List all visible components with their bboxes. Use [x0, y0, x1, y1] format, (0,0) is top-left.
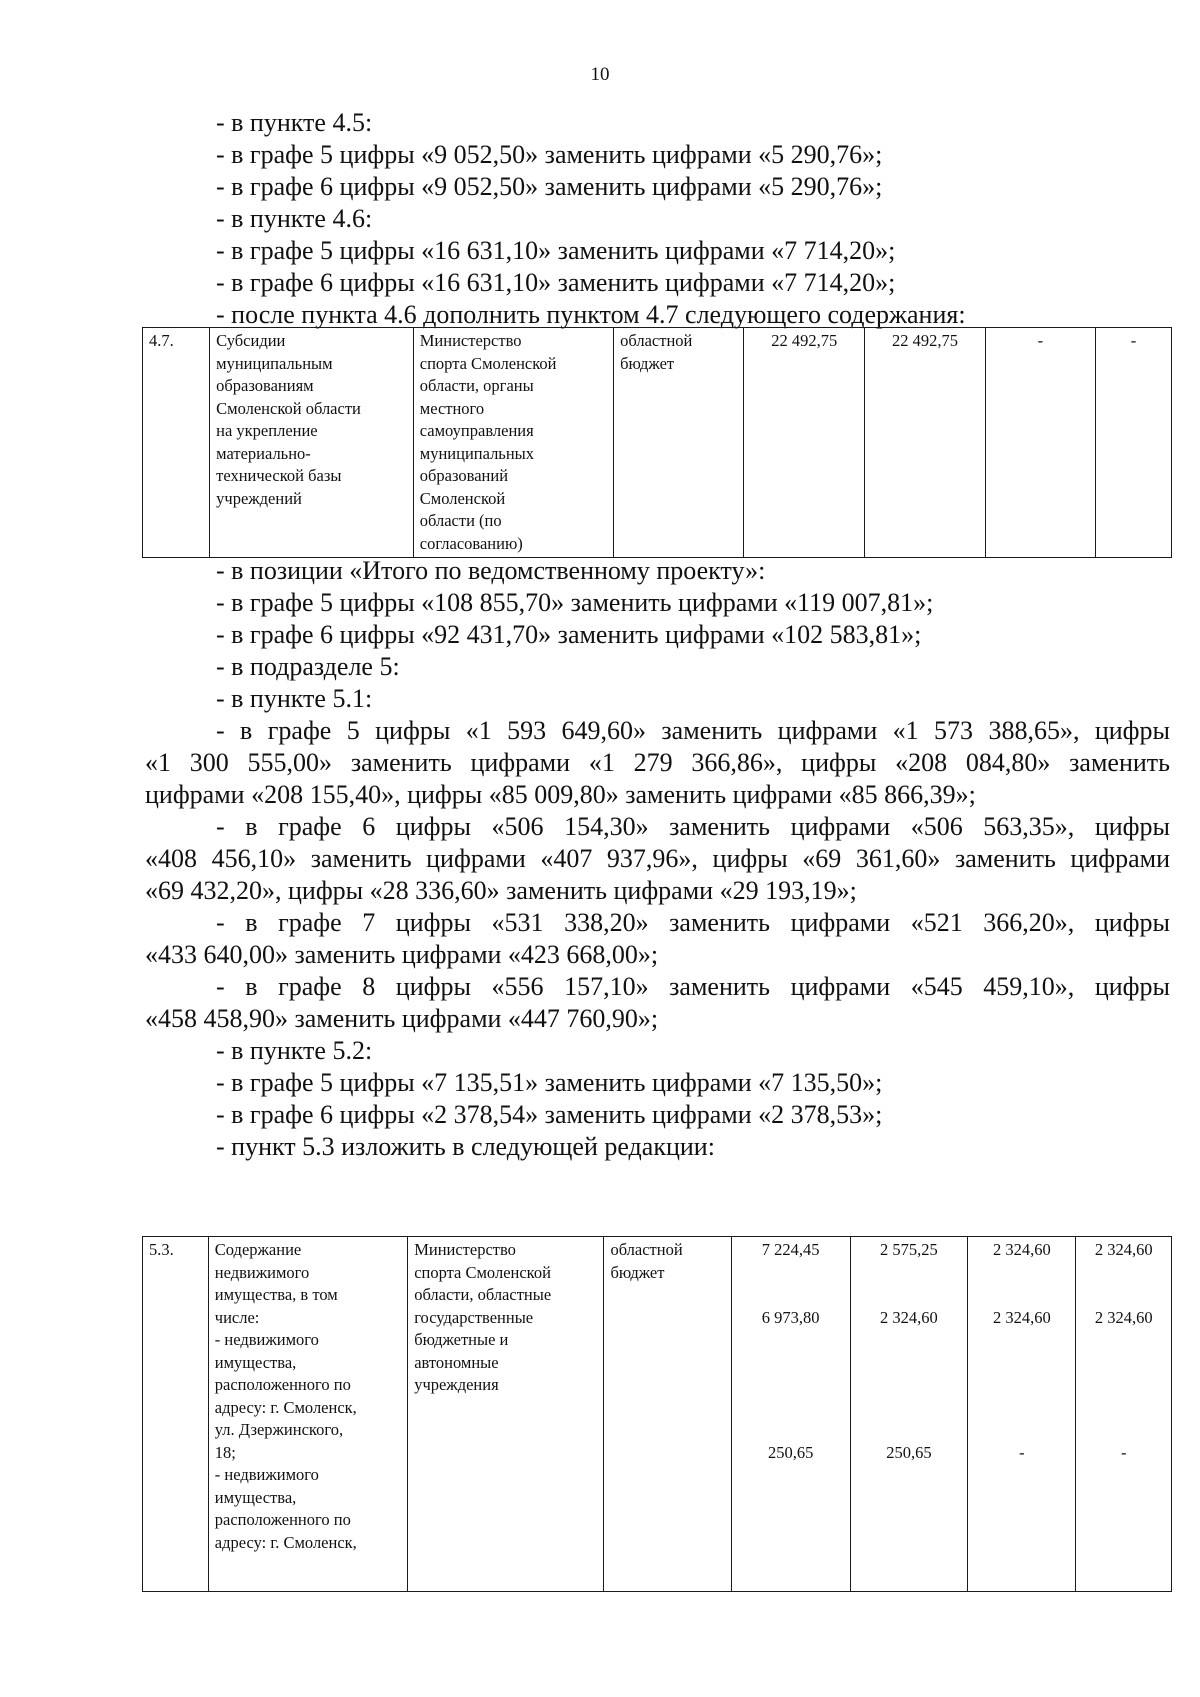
- amendments-block-1: [145, 107, 1170, 331]
- item-source: областной бюджет: [614, 328, 744, 558]
- item-number: 4.7.: [143, 328, 210, 558]
- text-line: - в графе 6 цифры «16 631,10» заменить цифрами «7 714,20»;: [216, 268, 896, 297]
- text-line: - в графе 6 цифры «92 431,70» заменить цифрами «102 583,81»;: [216, 620, 922, 649]
- text-line: - в графе 5 цифры «9 052,50» заменить цифрами «5 290,76»;: [216, 140, 883, 169]
- text-line: - в пункте 4.6:: [216, 204, 373, 233]
- item-name: Содержание недвижимого имущества, в том числе: - недвижимого имущества, расположенного по адресу: г. Смоленск, ул. Дзержинского, 18; - недвижимого имущества, расположенного по адресу: г. Смоленск,: [208, 1237, 407, 1592]
- item-year-3: 2 324,60 2 324,60 -: [1076, 1237, 1172, 1592]
- text-line: - в графе 5 цифры «1 593 649,60» заменить цифрами «1 573 388,65», цифры: [216, 716, 1170, 745]
- text-line: - в графе 6 цифры «2 378,54» заменить цифрами «2 378,53»;: [216, 1100, 883, 1129]
- item-source: областной бюджет: [604, 1237, 731, 1592]
- text-line: - в графе 5 цифры «16 631,10» заменить цифрами «7 714,20»;: [216, 236, 896, 265]
- text-line: - в графе 6 цифры «9 052,50» заменить цифрами «5 290,76»;: [216, 172, 883, 201]
- table-row: [143, 328, 1172, 558]
- item-year-2: 2 324,60 2 324,60 -: [968, 1237, 1076, 1592]
- text-line: - в графе 7 цифры «531 338,20» заменить цифрами «521 366,20», цифры: [216, 908, 1170, 937]
- text-line: - в пункте 4.5:: [216, 108, 373, 137]
- item-total: 7 224,45 6 973,80 250,65: [731, 1237, 850, 1592]
- text-line: - в пункте 5.1:: [216, 684, 373, 713]
- table-row: [143, 1237, 1172, 1592]
- text-line: - в пункте 5.2:: [216, 1036, 373, 1065]
- text-line: «433 640,00» заменить цифрами «423 668,00»;: [145, 940, 659, 969]
- page-number: 10: [590, 64, 610, 85]
- text-line: - в графе 8 цифры «556 157,10» заменить цифрами «545 459,10», цифры: [216, 972, 1170, 1001]
- item-year-1: 2 575,25 2 324,60 250,65: [850, 1237, 968, 1592]
- item-year-1: 22 492,75: [865, 328, 985, 558]
- amendments-block-2: [145, 555, 1170, 1163]
- text-line: - пункт 5.3 изложить в следующей редакции:: [216, 1132, 715, 1161]
- text-line: - в графе 5 цифры «108 855,70» заменить цифрами «119 007,81»;: [216, 588, 934, 617]
- item-number: 5.3.: [143, 1237, 209, 1592]
- text-line: - в графе 6 цифры «506 154,30» заменить цифрами «506 563,35», цифры: [216, 812, 1170, 841]
- item-total: 22 492,75: [744, 328, 865, 558]
- item-name: Субсидии муниципальным образованиям Смоленской области на укрепление материально- технической базы учреждений: [210, 328, 414, 558]
- item-executor: Министерство спорта Смоленской области, органы местного самоуправления муниципальных образований Смоленской области (по согласованию): [413, 328, 613, 558]
- table-item-4-7: [142, 327, 1172, 558]
- table-item-5-3: [142, 1236, 1172, 1592]
- item-year-2: -: [985, 328, 1095, 558]
- text-line: - в позиции «Итого по ведомственному проекту»:: [216, 556, 766, 585]
- text-line: цифрами «208 155,40», цифры «85 009,80» заменить цифрами «85 866,39»;: [145, 780, 976, 809]
- text-line: «69 432,20», цифры «28 336,60» заменить цифрами «29 193,19»;: [145, 876, 857, 905]
- text-line: - в графе 5 цифры «7 135,51» заменить цифрами «7 135,50»;: [216, 1068, 883, 1097]
- text-line: - в подразделе 5:: [216, 652, 400, 681]
- text-line: - после пункта 4.6 дополнить пунктом 4.7 следующего содержания:: [216, 300, 966, 329]
- text-line: «1 300 555,00» заменить цифрами «1 279 366,86», цифры «208 084,80» заменить: [145, 748, 1170, 777]
- text-line: «458 458,90» заменить цифрами «447 760,90»;: [145, 1004, 659, 1033]
- item-year-3: -: [1096, 328, 1172, 558]
- text-line: «408 456,10» заменить цифрами «407 937,96», цифры «69 361,60» заменить цифрами: [145, 844, 1170, 873]
- item-executor: Министерство спорта Смоленской области, областные государственные бюджетные и автономные учреждения: [408, 1237, 604, 1592]
